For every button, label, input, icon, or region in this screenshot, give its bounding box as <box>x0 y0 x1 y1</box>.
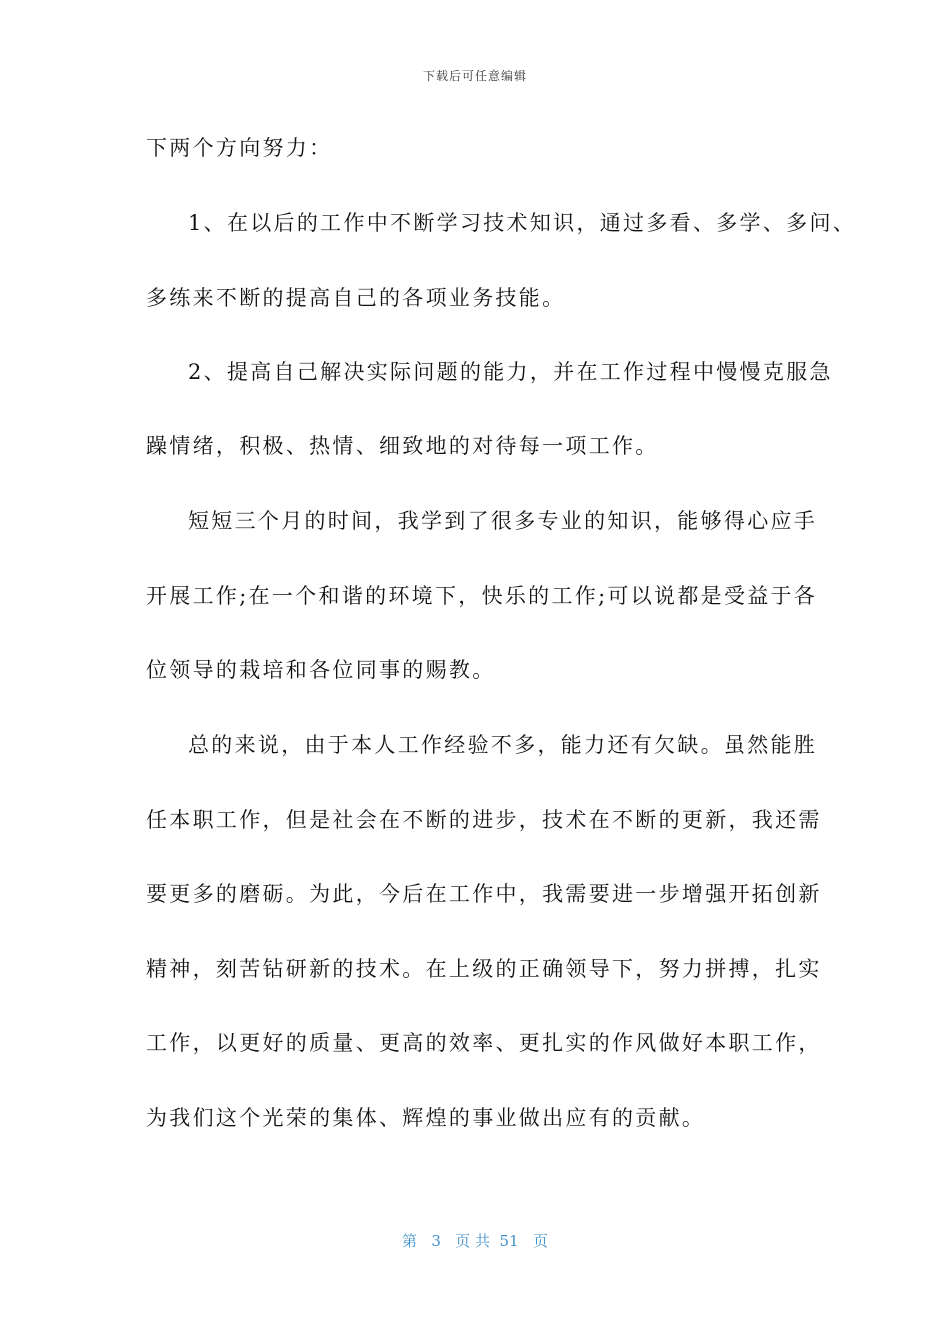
body-line-4: 2、提高自己解决实际问题的能力，并在工作过程中慢慢克服急 <box>188 360 833 384</box>
body-line-5: 躁情绪，积极、热情、细致地的对待每一项工作。 <box>146 434 659 458</box>
body-line-14: 为我们这个光荣的集体、辉煌的事业做出应有的贡献。 <box>146 1106 706 1130</box>
body-line-6: 短短三个月的时间，我学到了很多专业的知识，能够得心应手 <box>188 509 818 533</box>
body-line-3: 多练来不断的提高自己的各项业务技能。 <box>146 286 566 310</box>
footer-total-pages: 51 <box>499 1232 519 1250</box>
body-line-8: 位领导的栽培和各位同事的赐教。 <box>146 658 496 682</box>
body-line-13: 工作，以更好的质量、更高的效率、更扎实的作风做好本职工作， <box>146 1031 822 1055</box>
body-line-12: 精神，刻苦钻研新的技术。在上级的正确领导下，努力拼搏，扎实 <box>146 957 822 981</box>
page-footer <box>0 1230 950 1251</box>
body-line-9: 总的来说，由于本人工作经验不多，能力还有欠缺。虽然能胜 <box>188 733 818 757</box>
body-line-10: 任本职工作，但是社会在不断的进步，技术在不断的更新，我还需 <box>146 808 822 832</box>
body-line-7: 开展工作;在一个和谐的环境下，快乐的工作;可以说都是受益于各 <box>146 584 818 608</box>
header-note: 下载后可任意编辑 <box>422 69 527 83</box>
body-line-2: 1、在以后的工作中不断学习技术知识，通过多看、多学、多问、 <box>188 211 857 235</box>
footer-suffix: 页 <box>532 1232 548 1250</box>
footer-prefix: 第 <box>402 1232 418 1250</box>
footer-current-page: 3 <box>431 1232 441 1250</box>
body-line-11: 要更多的磨砺。为此，今后在工作中，我需要进一步增强开拓创新 <box>146 882 822 906</box>
body-line-1: 下两个方向努力： <box>146 136 333 160</box>
footer-middle: 页 共 <box>455 1232 490 1250</box>
